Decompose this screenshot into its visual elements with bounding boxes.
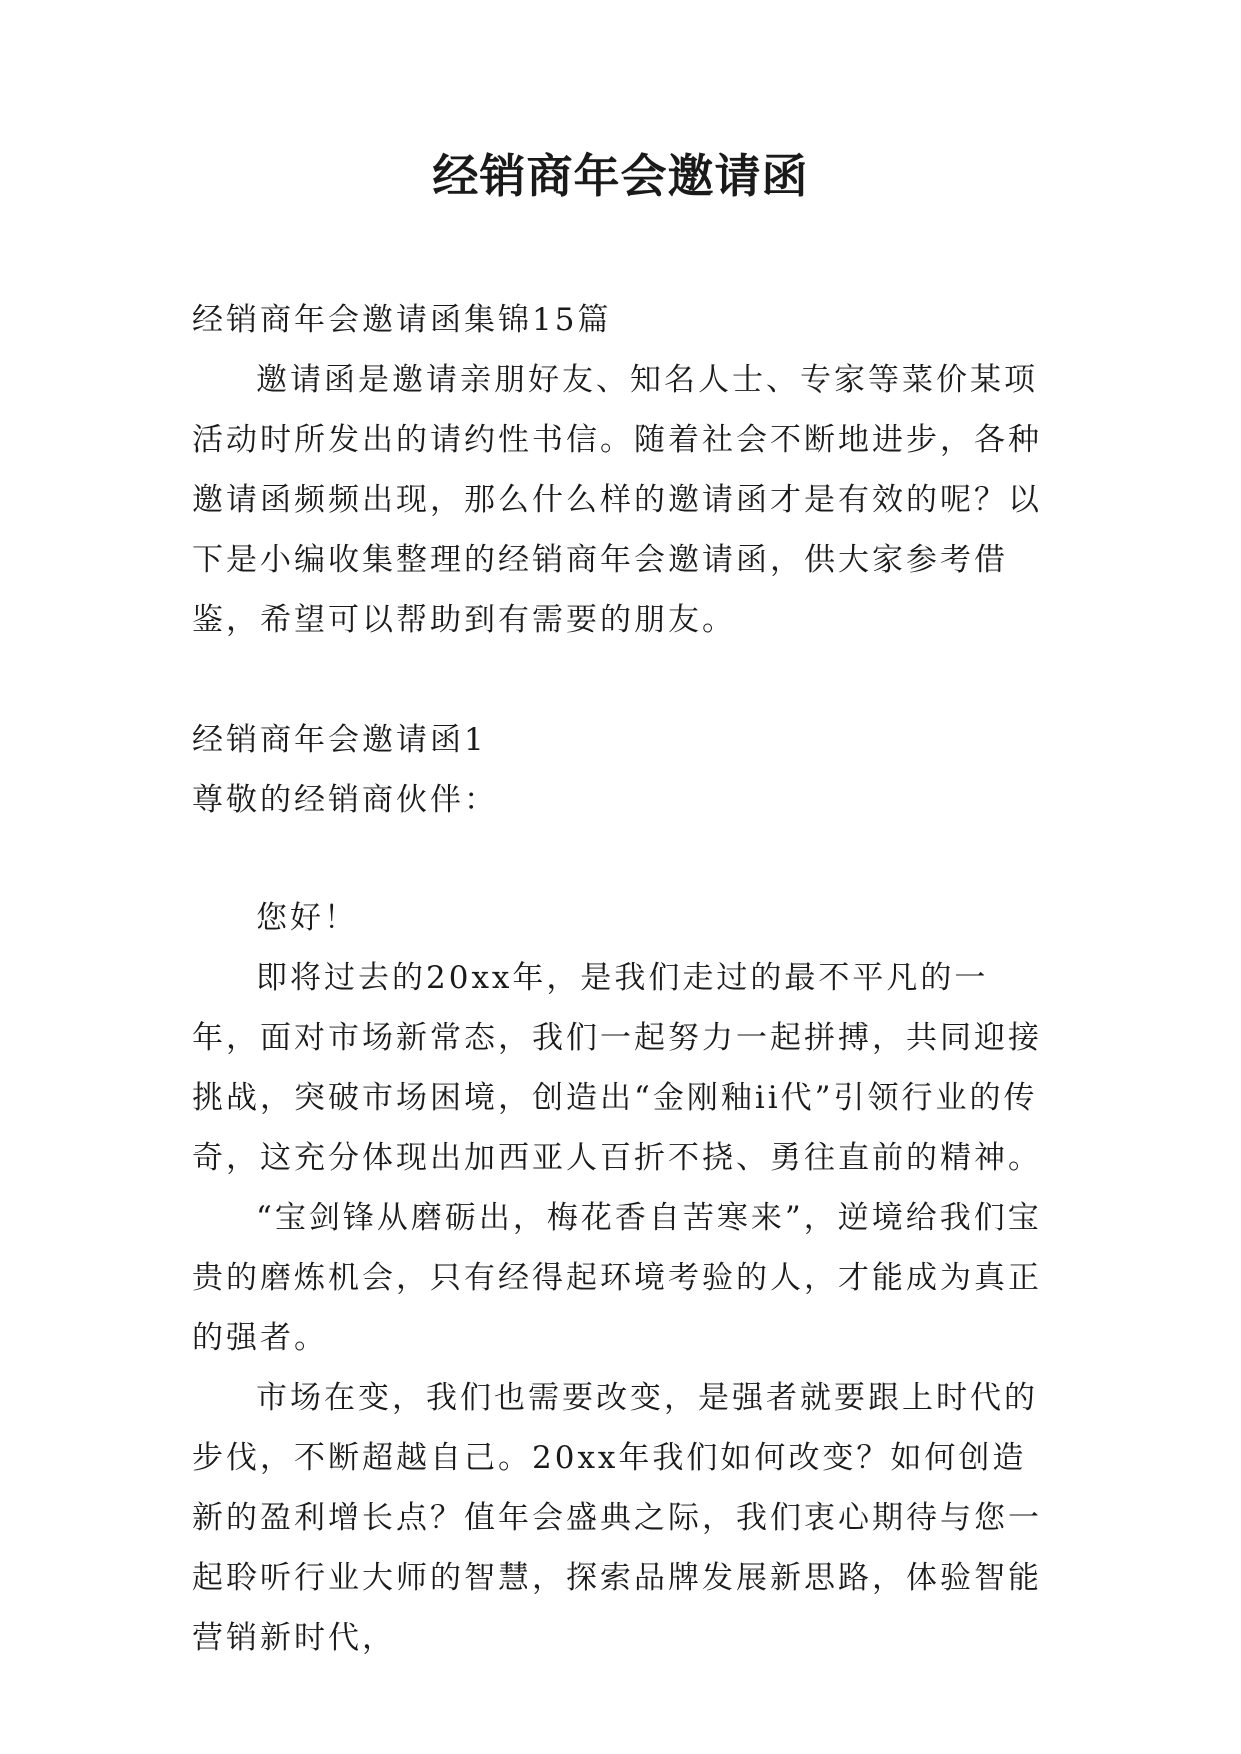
intro-paragraph: 邀请函是邀请亲朋好友、知名人士、专家等菜价某项活动时所发出的请约性书信。随着社会不断地进步，各种邀请函频频出现，那么什么样的邀请函才是有效的呢？以下是小编收集整理的经销商年会邀请函，供大家参考借鉴，希望可以帮助到有需要的朋友。: [192, 362, 1042, 638]
spacer: [192, 650, 1052, 710]
body-paragraph: 即将过去的20xx年，是我们走过的最不平凡的一年，面对市场新常态，我们一起努力一起拼搏，共同迎接挑战，突破市场困境，创造出“金刚釉ii代”引领行业的传奇，这充分体现出加西亚人百折不挠、勇往直前的精神。: [192, 960, 1042, 1176]
collection-subtitle: 经销商年会邀请函集锦15篇: [192, 302, 612, 338]
greeting: 您好！: [256, 900, 358, 936]
spacer: [192, 830, 1052, 888]
salutation: 尊敬的经销商伙伴：: [192, 782, 498, 818]
section-heading: 经销商年会邀请函1: [192, 722, 487, 758]
body-paragraph: “宝剑锋从磨砺出，梅花香自苦寒来”，逆境给我们宝贵的磨炼机会，只有经得起环境考验的人，才能成为真正的强者。: [192, 1200, 1042, 1356]
body-paragraph: 市场在变，我们也需要改变，是强者就要跟上时代的步伐，不断超越自己。20xx年我们如何改变？如何创造新的盈利增长点？值年会盛典之际，我们衷心期待与您一起聆听行业大师的智慧，探索品牌发展新思路，体验智能营销新时代，: [192, 1380, 1042, 1656]
document-body: [192, 290, 1052, 1668]
document-title: 经销商年会邀请函: [432, 149, 809, 203]
